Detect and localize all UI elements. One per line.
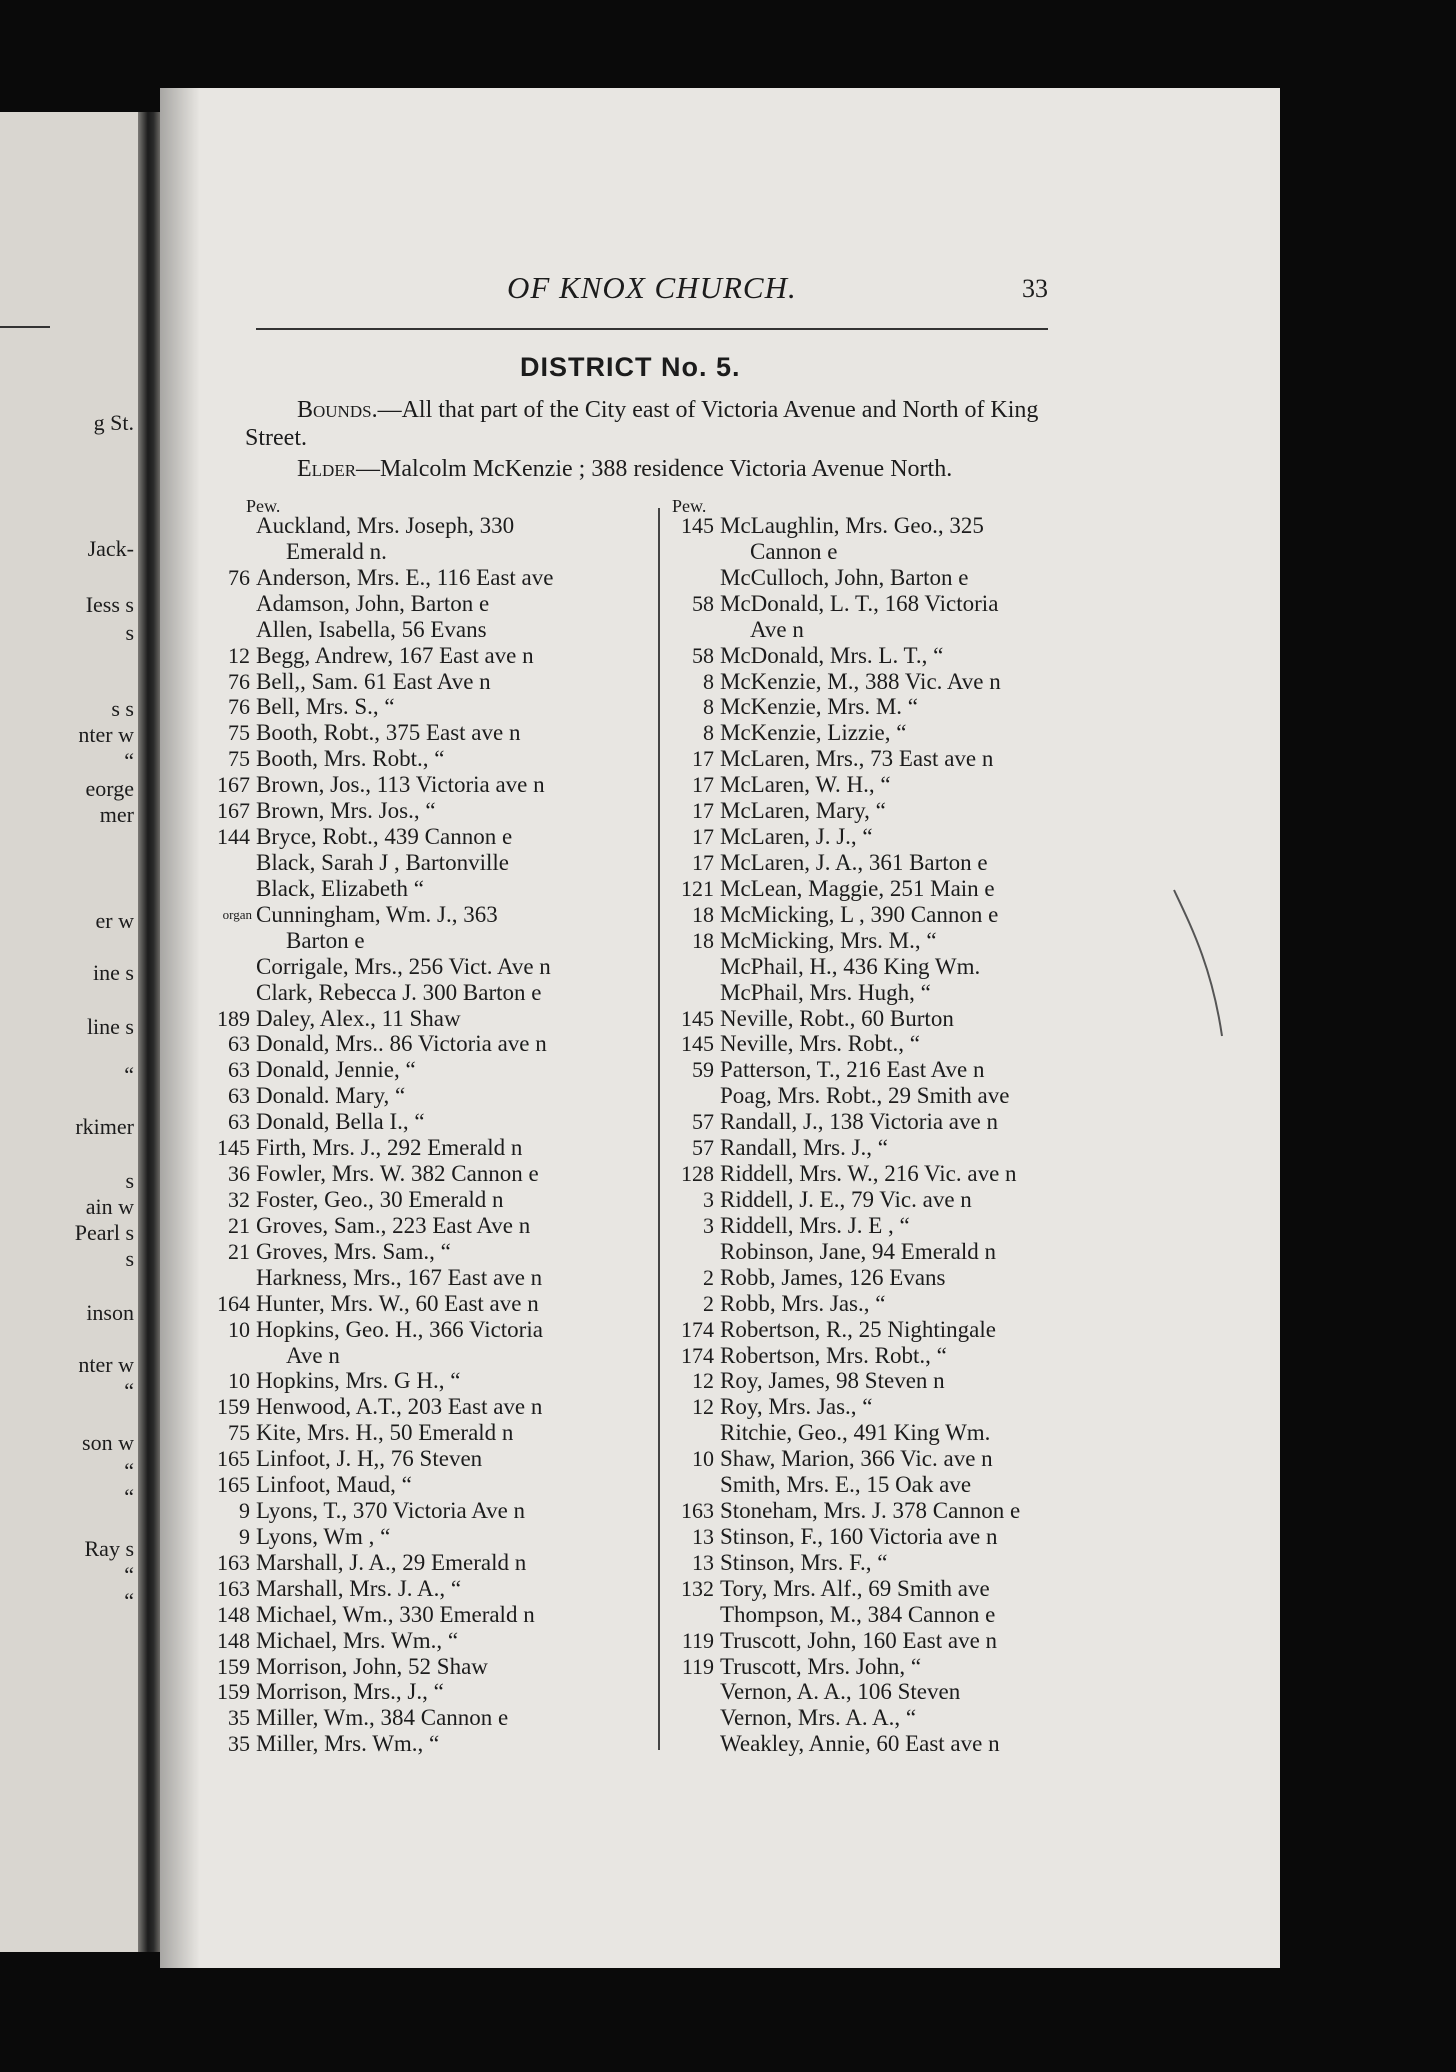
facing-page-text: nter w	[78, 722, 134, 747]
facing-page-text: s	[125, 1168, 134, 1193]
pew-number: 3	[703, 1186, 714, 1212]
pew-number: 10	[692, 1446, 714, 1472]
facing-page-text: “	[124, 748, 134, 773]
member-name-address: Hopkins, Geo. H., 366 Victoria	[256, 1316, 543, 1342]
elder-text: —Malcolm McKenzie ; 388 residence Victoria Avenue North.	[356, 456, 953, 482]
pew-number: 164	[217, 1290, 250, 1316]
pew-number: 167	[217, 798, 250, 824]
member-name-address: Lyons, T., 370 Victoria Ave n	[256, 1498, 526, 1524]
member-name-address: Hopkins, Mrs. G H., “	[256, 1368, 461, 1394]
member-name-address: McLaren, J. A., 361 Barton e	[720, 849, 988, 875]
member-name-address: McMicking, Mrs. M., “	[720, 927, 937, 953]
pew-number: 3	[703, 1212, 714, 1238]
pew-number: 163	[681, 1498, 714, 1524]
member-name-address: McLaren, W. H., “	[720, 772, 891, 798]
member-name-address: McKenzie, Lizzie, “	[720, 720, 907, 746]
member-name-address: Weakley, Annie, 60 East ave n	[720, 1731, 1000, 1757]
member-name-address: Ave n	[286, 1342, 340, 1368]
book-gutter	[138, 112, 160, 1952]
member-name-address: Begg, Andrew, 167 East ave n	[256, 642, 534, 668]
pew-number: 145	[217, 1135, 250, 1161]
member-name-address: Brown, Mrs. Jos., “	[256, 798, 436, 824]
member-name-address: Riddell, J. E., 79 Vic. ave n	[720, 1186, 972, 1212]
member-name-address: Miller, Mrs. Wm., “	[256, 1731, 440, 1757]
member-name-address: Firth, Mrs. J., 292 Emerald n	[256, 1135, 523, 1161]
facing-page-text: Ray s	[84, 1536, 134, 1561]
member-name-address: Michael, Wm., 330 Emerald n	[256, 1601, 535, 1627]
member-name-address: Riddell, Mrs. J. E , “	[720, 1212, 910, 1238]
pew-number: 13	[692, 1523, 714, 1549]
member-name-address: Robertson, Mrs. Robt., “	[720, 1342, 947, 1368]
bounds-paragraph	[245, 396, 1095, 452]
member-name-address: Allen, Isabella, 56 Evans	[256, 616, 487, 642]
facing-page-text: eorge	[85, 776, 134, 801]
member-name-address: Tory, Mrs. Alf., 69 Smith ave	[720, 1575, 990, 1601]
member-name-address: McLaren, Mrs., 73 East ave n	[720, 746, 994, 772]
pew-number: 9	[239, 1523, 250, 1549]
facing-page-text: “	[124, 1484, 134, 1509]
pew-number: 145	[681, 513, 714, 538]
member-name-address: McPhail, H., 436 King Wm.	[720, 953, 981, 979]
pew-number: 145	[681, 1005, 714, 1031]
pew-number: 18	[692, 901, 714, 927]
pew-number: 57	[692, 1135, 714, 1161]
member-name-address: Donald. Mary, “	[256, 1083, 406, 1109]
facing-page-text: “	[124, 1458, 134, 1483]
facing-page-text: mer	[99, 802, 134, 827]
member-name-address: Patterson, T., 216 East Ave n	[720, 1057, 985, 1083]
facing-page-text: line s	[86, 1014, 134, 1039]
elder-line	[297, 456, 952, 483]
member-name-address: McDonald, L. T., 168 Victoria	[720, 590, 999, 616]
facing-page-text: g St.	[93, 410, 134, 435]
pew-number: 148	[217, 1627, 250, 1653]
member-name-address: Anderson, Mrs. E., 116 East ave	[256, 564, 554, 590]
member-name-address: Ave n	[750, 616, 804, 642]
pew-number: 13	[692, 1549, 714, 1575]
pew-number: 2	[703, 1290, 714, 1316]
member-name-address: Robb, Mrs. Jas., “	[720, 1290, 886, 1316]
pew-number: 165	[217, 1446, 250, 1472]
member-name-address: Stinson, Mrs. F., “	[720, 1549, 888, 1575]
facing-page-fragment	[0, 112, 138, 1952]
pew-number: 59	[692, 1057, 714, 1083]
facing-page-text: ine s	[93, 960, 134, 985]
member-name-address: Adamson, John, Barton e	[256, 590, 490, 616]
member-name-address: Randall, J., 138 Victoria ave n	[720, 1109, 998, 1135]
member-name-address: Kite, Mrs. H., 50 Emerald n	[256, 1420, 514, 1446]
facing-page-text: s	[125, 620, 134, 645]
member-name-address: Auckland, Mrs. Joseph, 330	[256, 513, 515, 538]
member-name-address: Roy, Mrs. Jas., “	[720, 1394, 873, 1420]
member-name-address: Marshall, Mrs. J. A., “	[256, 1575, 462, 1601]
facing-page-rule	[0, 326, 50, 328]
member-name-address: Groves, Mrs. Sam., “	[256, 1238, 451, 1264]
member-name-address: Cunningham, Wm. J., 363	[256, 901, 498, 927]
pew-number: 163	[217, 1549, 250, 1575]
member-name-address: Randall, Mrs. J., “	[720, 1135, 889, 1161]
member-name-address: Donald, Jennie, “	[256, 1057, 416, 1083]
pew-number: 8	[703, 668, 714, 694]
bounds-label: Bounds.	[297, 397, 378, 423]
pew-number: 17	[692, 824, 714, 850]
pew-number: 17	[692, 746, 714, 772]
pew-number: 36	[228, 1161, 250, 1187]
facing-page-text: son w	[82, 1430, 134, 1455]
member-name-address: Linfoot, Maud, “	[256, 1472, 412, 1498]
member-name-address: Henwood, A.T., 203 East ave n	[256, 1394, 543, 1420]
member-name-address: Truscott, Mrs. John, “	[720, 1653, 922, 1679]
pew-number: 119	[681, 1653, 714, 1679]
member-name-address: Clark, Rebecca J. 300 Barton e	[256, 979, 542, 1005]
member-name-address: Robinson, Jane, 94 Emerald n	[720, 1238, 996, 1264]
facing-page-text: “	[124, 1378, 134, 1403]
member-name-address: Stinson, F., 160 Victoria ave n	[720, 1523, 998, 1549]
pew-number: 121	[681, 875, 714, 901]
member-name-address: McKenzie, M., 388 Vic. Ave n	[720, 668, 1001, 694]
pew-number: 159	[217, 1394, 250, 1420]
facing-page-text: Jack-	[87, 536, 134, 561]
member-name-address: Donald, Bella I., “	[256, 1109, 425, 1135]
pew-number: 12	[228, 642, 250, 668]
member-name-address: Marshall, J. A., 29 Emerald n	[256, 1549, 527, 1575]
member-name-address: Barton e	[286, 927, 365, 953]
facing-page-text: rkimer	[75, 1114, 134, 1139]
member-name-address: Booth, Mrs. Robt., “	[256, 746, 445, 772]
pew-number: 35	[228, 1705, 250, 1731]
elder-label: Elder	[297, 456, 357, 482]
pew-number: 17	[692, 849, 714, 875]
member-name-address: McLean, Maggie, 251 Main e	[720, 875, 995, 901]
pew-number: 75	[228, 720, 250, 746]
pew-number: 76	[228, 564, 250, 590]
left-column-header: Pew.	[246, 496, 281, 516]
member-name-address: Bell, Mrs. S., “	[256, 694, 395, 720]
member-name-address: Emerald n.	[286, 538, 387, 564]
pew-number: 17	[692, 772, 714, 798]
right-column-header: Pew.	[672, 496, 707, 516]
pew-number: 145	[681, 1031, 714, 1057]
member-name-address: Shaw, Marion, 366 Vic. ave n	[720, 1446, 993, 1472]
member-name-address: Morrison, Mrs., J., “	[256, 1679, 444, 1705]
member-name-address: Hunter, Mrs. W., 60 East ave n	[256, 1290, 539, 1316]
pew-number: 8	[703, 720, 714, 746]
bounds-text: —All that part of the City east of Victoria Avenue and North of King Street.	[245, 397, 1039, 451]
member-name-address: Ritchie, Geo., 491 King Wm.	[720, 1420, 991, 1446]
pew-number: 63	[228, 1109, 250, 1135]
member-name-address: Brown, Jos., 113 Victoria ave n	[256, 772, 545, 798]
pew-number: 159	[217, 1653, 250, 1679]
running-head: OF KNOX CHURCH.	[507, 270, 797, 305]
pew-number: 12	[692, 1368, 714, 1394]
pew-number: 159	[217, 1679, 250, 1705]
member-name-address: Harkness, Mrs., 167 East ave n	[256, 1264, 543, 1290]
member-name-address: Black, Elizabeth “	[256, 875, 424, 901]
member-name-address: Vernon, A. A., 106 Steven	[720, 1679, 961, 1705]
member-name-address: Daley, Alex., 11 Shaw	[256, 1005, 461, 1031]
page-shadow	[160, 88, 200, 1968]
facing-page-text: Iess s	[85, 592, 134, 617]
pew-number: 128	[681, 1161, 714, 1187]
pencil-margin-mark	[1172, 888, 1232, 1038]
pew-number: 32	[228, 1186, 250, 1212]
pew-number: 167	[217, 772, 250, 798]
pew-number: 58	[692, 590, 714, 616]
member-name-address: Michael, Mrs. Wm., “	[256, 1627, 459, 1653]
pew-number: organ	[222, 906, 252, 922]
member-name-address: Booth, Robt., 375 East ave n	[256, 720, 521, 746]
member-name-address: Stoneham, Mrs. J. 378 Cannon e	[720, 1498, 1021, 1524]
facing-page-text: s s	[111, 696, 134, 721]
pew-number: 63	[228, 1031, 250, 1057]
header-rule	[256, 328, 1048, 330]
pew-number: 189	[217, 1005, 250, 1031]
member-name-address: Neville, Robt., 60 Burton	[720, 1005, 954, 1031]
member-name-address: Neville, Mrs. Robt., “	[720, 1031, 920, 1057]
member-name-address: Robertson, R., 25 Nightingale	[720, 1316, 996, 1342]
member-name-address: McCulloch, John, Barton e	[720, 564, 969, 590]
member-name-address: Black, Sarah J , Bartonville	[256, 849, 509, 875]
member-name-address: Poag, Mrs. Robt., 29 Smith ave	[720, 1083, 1010, 1109]
pew-number: 57	[692, 1109, 714, 1135]
pew-number: 132	[681, 1575, 714, 1601]
pew-number: 18	[692, 927, 714, 953]
pew-number: 76	[228, 694, 250, 720]
facing-page-text: er w	[95, 908, 134, 933]
member-name-address: McLaughlin, Mrs. Geo., 325	[720, 513, 984, 538]
pew-number: 148	[217, 1601, 250, 1627]
member-name-address: Roy, James, 98 Steven n	[720, 1368, 945, 1394]
member-name-address: McMicking, L , 390 Cannon e	[720, 901, 999, 927]
facing-page-text: inson	[86, 1300, 134, 1325]
pew-number: 8	[703, 694, 714, 720]
member-name-address: Bryce, Robt., 439 Cannon e	[256, 824, 513, 850]
pew-number: 75	[228, 1420, 250, 1446]
district-heading: DISTRICT No. 5.	[520, 352, 741, 382]
member-name-address: McPhail, Mrs. Hugh, “	[720, 979, 931, 1005]
member-name-address: Donald, Mrs.. 86 Victoria ave n	[256, 1031, 547, 1057]
member-name-address: McLaren, Mary, “	[720, 798, 886, 824]
pew-number: 75	[228, 746, 250, 772]
member-name-address: McKenzie, Mrs. M. “	[720, 694, 919, 720]
member-name-address: Corrigale, Mrs., 256 Vict. Ave n	[256, 953, 551, 979]
member-name-address: Foster, Geo., 30 Emerald n	[256, 1186, 504, 1212]
member-name-address: Miller, Wm., 384 Cannon e	[256, 1705, 509, 1731]
member-name-address: McDonald, Mrs. L. T., “	[720, 642, 944, 668]
member-name-address: Truscott, John, 160 East ave n	[720, 1627, 998, 1653]
member-name-address: McLaren, J. J., “	[720, 824, 873, 850]
facing-page-text: “	[124, 1562, 134, 1587]
member-name-address: Cannon e	[750, 538, 838, 564]
member-name-address: Riddell, Mrs. W., 216 Vic. ave n	[720, 1161, 1017, 1187]
pew-number: 174	[681, 1342, 714, 1368]
facing-page-text: nter w	[78, 1352, 134, 1377]
pew-number: 165	[217, 1472, 250, 1498]
pew-number: 58	[692, 642, 714, 668]
pew-number: 10	[228, 1368, 250, 1394]
member-name-address: Vernon, Mrs. A. A., “	[720, 1705, 917, 1731]
pew-number: 163	[217, 1575, 250, 1601]
facing-page-text: ain w	[85, 1194, 134, 1219]
pew-number: 21	[228, 1212, 250, 1238]
pew-number: 21	[228, 1238, 250, 1264]
member-name-address: Bell,, Sam. 61 East Ave n	[256, 668, 491, 694]
pew-number: 119	[681, 1627, 714, 1653]
member-name-address: Robb, James, 126 Evans	[720, 1264, 946, 1290]
page-number: 33	[1022, 274, 1048, 303]
pew-number: 174	[681, 1316, 714, 1342]
pew-number: 63	[228, 1083, 250, 1109]
facing-page-text: “	[124, 1588, 134, 1613]
pew-number: 10	[228, 1316, 250, 1342]
member-name-address: Thompson, M., 384 Cannon e	[720, 1601, 996, 1627]
member-name-address: Fowler, Mrs. W. 382 Cannon e	[256, 1161, 539, 1187]
facing-page-text: s	[125, 1246, 134, 1271]
pew-number: 63	[228, 1057, 250, 1083]
pew-number: 12	[692, 1394, 714, 1420]
facing-page-text: Pearl s	[74, 1220, 134, 1245]
pew-number: 76	[228, 668, 250, 694]
facing-page-text: “	[124, 1062, 134, 1087]
pew-number: 2	[703, 1264, 714, 1290]
member-name-address: Lyons, Wm , “	[256, 1523, 391, 1549]
member-name-address: Smith, Mrs. E., 15 Oak ave	[720, 1472, 972, 1498]
member-name-address: Linfoot, J. H,, 76 Steven	[256, 1446, 483, 1472]
column-divider	[658, 508, 660, 1750]
member-name-address: Groves, Sam., 223 East Ave n	[256, 1212, 531, 1238]
pew-number: 35	[228, 1731, 250, 1757]
pew-number: 144	[217, 824, 250, 850]
pew-number: 17	[692, 798, 714, 824]
pew-number: 9	[239, 1498, 250, 1524]
member-name-address: Morrison, John, 52 Shaw	[256, 1653, 488, 1679]
